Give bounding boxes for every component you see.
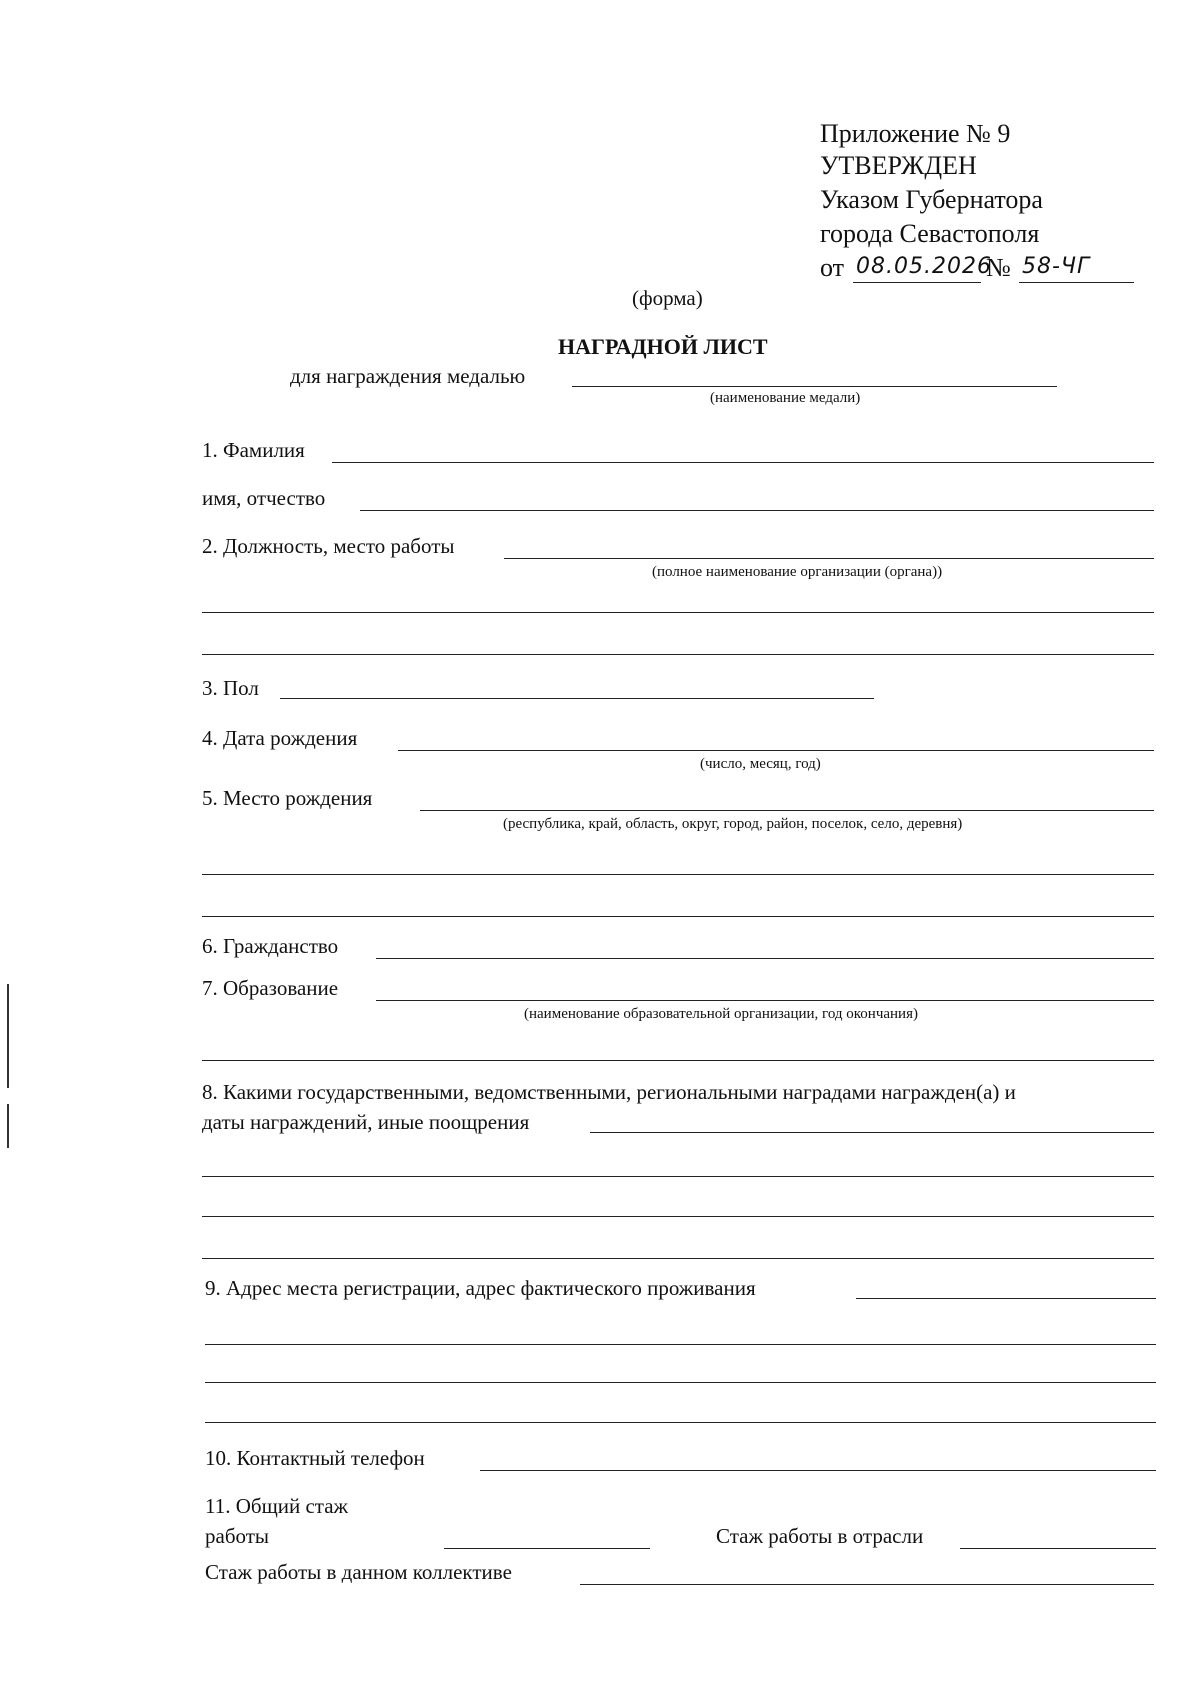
awards-input[interactable]	[590, 1106, 1154, 1130]
position-extra-line-2	[202, 654, 1154, 655]
position-line	[504, 558, 1154, 559]
position-extra-input-1[interactable]	[202, 586, 1154, 610]
scan-margin-mark-2	[7, 1104, 9, 1148]
sex-label: 3. Пол	[202, 676, 259, 700]
medal-name-input[interactable]	[572, 362, 1057, 386]
education-input[interactable]	[376, 974, 1154, 998]
phone-line	[480, 1470, 1156, 1471]
total-experience-line	[444, 1548, 650, 1549]
name-input[interactable]	[360, 484, 1154, 508]
sex-input[interactable]	[280, 672, 874, 696]
form-label: (форма)	[632, 286, 703, 310]
industry-experience-label: Стаж работы в отрасли	[716, 1524, 924, 1548]
awards-extra-line-2	[202, 1216, 1154, 1217]
approved-city: города Севастополя	[820, 219, 1040, 248]
document-title: НАГРАДНОЙ ЛИСТ	[558, 334, 768, 359]
medal-caption: (наименование медали)	[710, 390, 861, 406]
position-label: 2. Должность, место работы	[202, 534, 455, 558]
awards-extra-input-1[interactable]	[202, 1150, 1154, 1174]
address-extra-input-2[interactable]	[205, 1356, 1156, 1380]
team-experience-label: Стаж работы в данном коллективе	[205, 1560, 512, 1584]
name-label: имя, отчество	[202, 486, 326, 510]
awards-label-line2: даты награждений, иные поощрения	[202, 1110, 530, 1134]
surname-input[interactable]	[332, 436, 1154, 460]
awards-line	[590, 1132, 1154, 1133]
approval-number-line	[1019, 282, 1134, 283]
address-input[interactable]	[856, 1272, 1156, 1296]
position-input[interactable]	[504, 532, 1154, 556]
phone-input[interactable]	[480, 1444, 1156, 1468]
education-extra-input[interactable]	[202, 1034, 1154, 1058]
approval-date-prefix: от	[820, 253, 845, 282]
birth-place-extra-input-2[interactable]	[202, 890, 1154, 914]
address-label: 9. Адрес места регистрации, адрес фактического проживания	[205, 1276, 756, 1300]
position-caption: (полное наименование организации (органа))	[652, 564, 943, 580]
industry-experience-line	[960, 1548, 1156, 1549]
address-line	[856, 1298, 1156, 1299]
phone-label: 10. Контактный телефон	[205, 1446, 425, 1470]
name-line	[360, 510, 1154, 511]
education-caption: (наименование образовательной организации, год окончания)	[524, 1006, 918, 1022]
team-experience-input[interactable]	[580, 1558, 1154, 1582]
awards-label-line1: 8. Какими государственными, ведомственными, региональными наградами награжден(а) и	[202, 1080, 1016, 1104]
total-experience-label-line2: работы	[205, 1524, 270, 1548]
address-extra-line-1	[205, 1344, 1156, 1345]
birth-place-extra-line-1	[202, 874, 1154, 875]
citizenship-label: 6. Гражданство	[202, 934, 339, 958]
sex-line	[280, 698, 874, 699]
scan-margin-mark-1	[7, 984, 9, 1088]
birth-date-label: 4. Дата рождения	[202, 726, 358, 750]
address-extra-line-2	[205, 1382, 1156, 1383]
surname-label: 1. Фамилия	[202, 438, 305, 462]
team-experience-line	[580, 1584, 1154, 1585]
address-extra-input-3[interactable]	[205, 1396, 1156, 1420]
birth-place-extra-line-2	[202, 916, 1154, 917]
position-extra-input-2[interactable]	[202, 628, 1154, 652]
education-extra-line	[202, 1060, 1154, 1061]
birth-place-label: 5. Место рождения	[202, 786, 373, 810]
approval-date-handwritten: 08.05.2026	[856, 254, 992, 279]
position-extra-line-1	[202, 612, 1154, 613]
awards-extra-line-3	[202, 1258, 1154, 1259]
birth-date-line	[398, 750, 1154, 751]
citizenship-line	[376, 958, 1154, 959]
birth-place-line	[420, 810, 1154, 811]
citizenship-input[interactable]	[376, 932, 1154, 956]
awards-extra-input-2[interactable]	[202, 1190, 1154, 1214]
medal-label: для награждения медалью	[290, 364, 526, 388]
approved-by: Указом Губернатора	[820, 185, 1043, 214]
birth-place-extra-input-1[interactable]	[202, 848, 1154, 872]
annex-number: Приложение № 9	[820, 119, 1011, 148]
address-extra-input-1[interactable]	[205, 1318, 1156, 1342]
medal-name-line	[572, 386, 1057, 387]
birth-date-caption: (число, месяц, год)	[700, 756, 821, 772]
total-experience-input[interactable]	[444, 1522, 650, 1546]
approval-number-handwritten: 58-ЧГ	[1022, 254, 1091, 279]
approval-date-line	[853, 282, 981, 283]
awards-extra-line-1	[202, 1176, 1154, 1177]
birth-date-input[interactable]	[398, 724, 1154, 748]
birth-place-input[interactable]	[420, 784, 1154, 808]
surname-line	[332, 462, 1154, 463]
industry-experience-input[interactable]	[960, 1522, 1156, 1546]
education-line	[376, 1000, 1154, 1001]
address-extra-line-3	[205, 1422, 1156, 1423]
birth-place-caption: (республика, край, область, округ, город, район, поселок, село, деревня)	[503, 816, 963, 832]
approval-number-sign: №	[986, 253, 1011, 282]
total-experience-label-line1: 11. Общий стаж	[205, 1494, 349, 1518]
education-label: 7. Образование	[202, 976, 339, 1000]
approved-label: УТВЕРЖДЕН	[820, 151, 977, 180]
awards-extra-input-3[interactable]	[202, 1232, 1154, 1256]
